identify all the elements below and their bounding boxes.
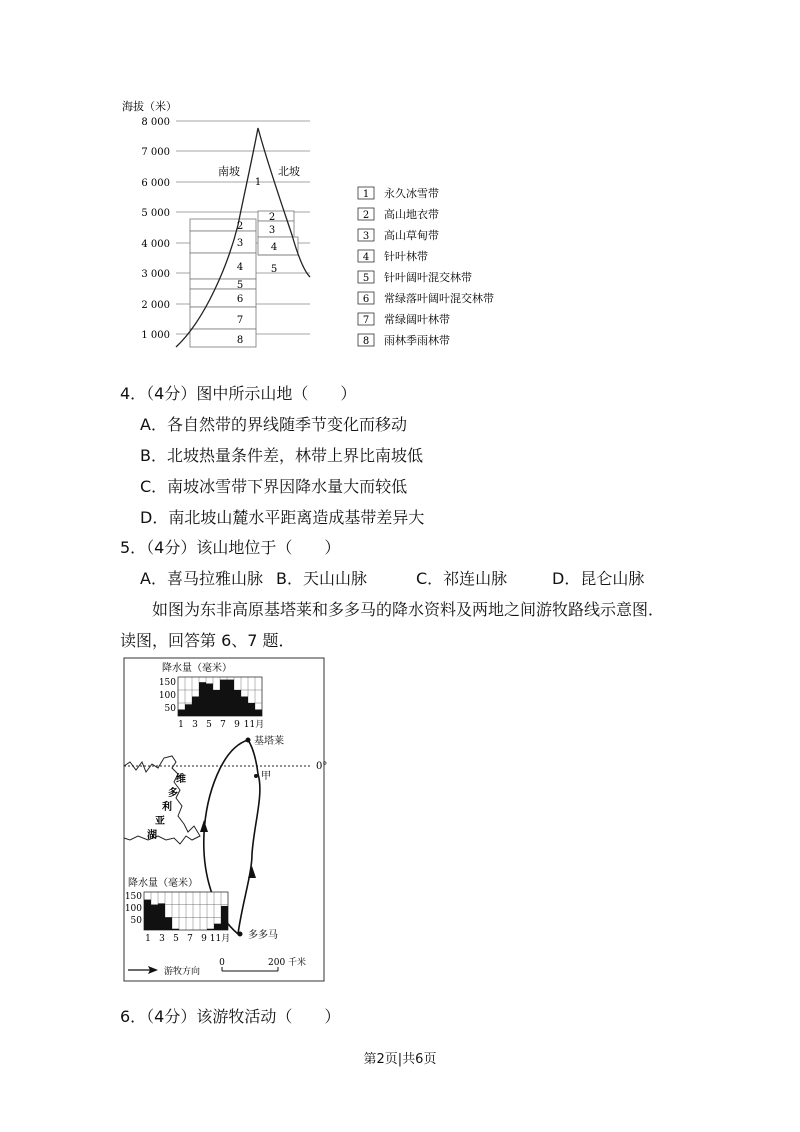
- chart-2-bar-month-1: [144, 900, 151, 930]
- scale-zero-label: 0: [219, 958, 225, 968]
- y-tick-label: 1 000: [141, 330, 170, 341]
- zone-number: 2: [268, 212, 276, 223]
- legend-label: 高山地衣带: [384, 208, 439, 221]
- chart-1-bar-month-7: [220, 680, 227, 716]
- chart-1-bar-month-5: [206, 684, 213, 717]
- chart-1-bar-month-12: [255, 710, 262, 717]
- y-tick-label: 3 000: [141, 269, 170, 280]
- chart-2-bar-month-10: [207, 929, 214, 930]
- chart-2-bar-month-4: [165, 917, 172, 930]
- jia-dot: [254, 774, 258, 778]
- question-5-stem: 5．（4分）该山地位于（ ）: [120, 538, 341, 557]
- chart-2-bar-month-11: [214, 924, 221, 930]
- zone-number: 3: [268, 225, 276, 236]
- legend-label: 高山草甸带: [384, 229, 439, 242]
- zone-number: 4: [236, 262, 244, 273]
- south-slope-label: 南坡: [218, 165, 240, 178]
- question-5-option-a[interactable]: A．喜马拉雅山脉: [140, 569, 263, 588]
- lake-name-char: 维: [176, 774, 186, 785]
- zone-number: 8: [236, 335, 244, 346]
- page-number: 第2页|共6页: [363, 1052, 437, 1067]
- nomad-route-map-figure: [118, 654, 348, 986]
- chart-1-x-tick: 9: [234, 720, 240, 730]
- chart-1-bar-month-4: [199, 682, 206, 716]
- chart-1-y-tick: 50: [164, 704, 176, 714]
- legend-number: 4: [362, 252, 370, 263]
- y-axis-title: 海拔（米）: [122, 100, 177, 113]
- chart-1-y-tick: 100: [158, 691, 176, 701]
- chart-1-bar-month-2: [185, 704, 192, 716]
- north-slope-label: 北坡: [278, 165, 300, 178]
- question-5-option-d[interactable]: D．昆仑山脉: [552, 569, 645, 588]
- question-5-option-c[interactable]: C．祁连山脉: [416, 569, 508, 588]
- chart-1-bar-month-9: [234, 690, 241, 716]
- y-tick-label: 6 000: [141, 178, 170, 189]
- question-4-stem: 4．（4分）图中所示山地（ ）: [120, 384, 357, 403]
- chart-1-bar-month-8: [227, 680, 234, 716]
- chart-2-x-tick: 9: [201, 934, 207, 944]
- question-4-option-d[interactable]: D．南北坡山麓水平距离造成基带差异大: [140, 508, 425, 527]
- zone-number: 6: [236, 294, 244, 305]
- y-tick-label: 7 000: [141, 147, 170, 158]
- equator-label: 0°: [316, 761, 328, 772]
- chart-1-bar-month-10: [241, 697, 248, 717]
- kitale-label: 基塔莱: [254, 736, 284, 747]
- y-tick-label: 2 000: [141, 300, 170, 311]
- y-tick-label: 4 000: [141, 239, 170, 250]
- y-tick-label: 5 000: [141, 208, 170, 219]
- chart-2-bar-month-5: [172, 929, 179, 930]
- chart-1-y-tick: 150: [158, 678, 176, 688]
- chart-1-bar-month-3: [192, 697, 199, 717]
- legend-label: 常绿阔叶林带: [384, 313, 450, 326]
- lake-name-char: 利: [162, 802, 172, 813]
- chart-1-title: 降水量（毫米）: [162, 663, 232, 674]
- zone-number: 1: [254, 177, 262, 188]
- chart-2-y-tick: 100: [124, 904, 142, 914]
- dodoma-label: 多多马: [248, 930, 278, 941]
- zone-number: 4: [270, 242, 278, 253]
- legend-number: 2: [362, 210, 370, 221]
- legend-number: 8: [362, 336, 370, 347]
- legend-label: 常绿落叶阔叶混交林带: [384, 292, 494, 305]
- chart-1-bar-month-6: [213, 690, 220, 716]
- legend-number: 7: [362, 315, 370, 326]
- chart-2-bar-month-12: [221, 906, 228, 930]
- chart-1-x-tick: 1: [178, 720, 184, 730]
- intro-line-2: 读图，回答第 6、7 题．: [120, 631, 295, 650]
- zone-legend: [358, 186, 494, 347]
- chart-1-x-tick: 5: [206, 720, 212, 730]
- jia-label: 甲: [261, 771, 271, 782]
- chart-2-x-tick: 7: [187, 934, 193, 944]
- legend-label: 针叶林带: [384, 250, 428, 263]
- lake-name-char: 多: [168, 788, 178, 799]
- y-tick-label: 8 000: [141, 117, 170, 128]
- legend-number: 1: [362, 189, 370, 200]
- question-4-option-b[interactable]: B．北坡热量条件差，林带上界比南坡低: [140, 446, 423, 465]
- chart-2-x-tick: 1: [145, 934, 151, 944]
- legend-arrow-label: 游牧方向: [164, 967, 201, 977]
- chart-1-x-tick: 11月: [243, 720, 265, 730]
- legend-label: 永久冰雪带: [384, 187, 439, 200]
- zone-number: 7: [236, 315, 244, 326]
- chart-1-x-tick: 7: [220, 720, 226, 730]
- dodoma-dot: [238, 932, 243, 937]
- chart-2-bar-month-3: [158, 903, 165, 930]
- chart-2-title: 降水量（毫米）: [128, 878, 198, 889]
- chart-2-bar-month-2: [151, 905, 158, 930]
- legend-label: 针叶阔叶混交林带: [384, 271, 472, 284]
- chart-2-x-tick: 3: [159, 934, 165, 944]
- chart-1-bar-month-11: [248, 703, 255, 716]
- chart-2-y-tick: 150: [124, 892, 142, 902]
- chart-2-x-tick: 11月: [209, 934, 231, 944]
- zone-number: 5: [236, 280, 244, 291]
- question-4-option-a[interactable]: A．各自然带的界线随季节变化而移动: [140, 415, 407, 434]
- chart-2-x-tick: 5: [173, 934, 179, 944]
- legend-number: 6: [362, 294, 370, 305]
- legend-number: 3: [362, 231, 370, 242]
- question-6-stem: 6．（4分）该游牧活动（ ）: [120, 1007, 341, 1026]
- scale-end-label: 200 千米: [268, 958, 307, 968]
- legend-number: 5: [362, 273, 370, 284]
- intro-line-1: 如图为东非高原基塔莱和多多马的降水资料及两地之间游牧路线示意图．: [152, 600, 665, 619]
- zone-number: 2: [236, 221, 244, 232]
- question-4-option-c[interactable]: C．南坡冰雪带下界因降水量大而较低: [140, 477, 408, 496]
- mountain-zonation-figure: [110, 95, 530, 365]
- lake-name-char: 亚: [155, 816, 165, 827]
- kitale-dot: [246, 738, 251, 743]
- zone-number: 3: [236, 238, 244, 249]
- zone-number: 5: [270, 264, 278, 275]
- chart-1-x-tick: 3: [192, 720, 198, 730]
- legend-label: 雨林季雨林带: [384, 334, 450, 347]
- chart-2-y-tick: 50: [130, 916, 142, 926]
- chart-1-bar-month-1: [178, 710, 185, 717]
- lake-name-char: 湖: [147, 830, 157, 841]
- question-5-option-b[interactable]: B．天山山脉: [276, 569, 367, 588]
